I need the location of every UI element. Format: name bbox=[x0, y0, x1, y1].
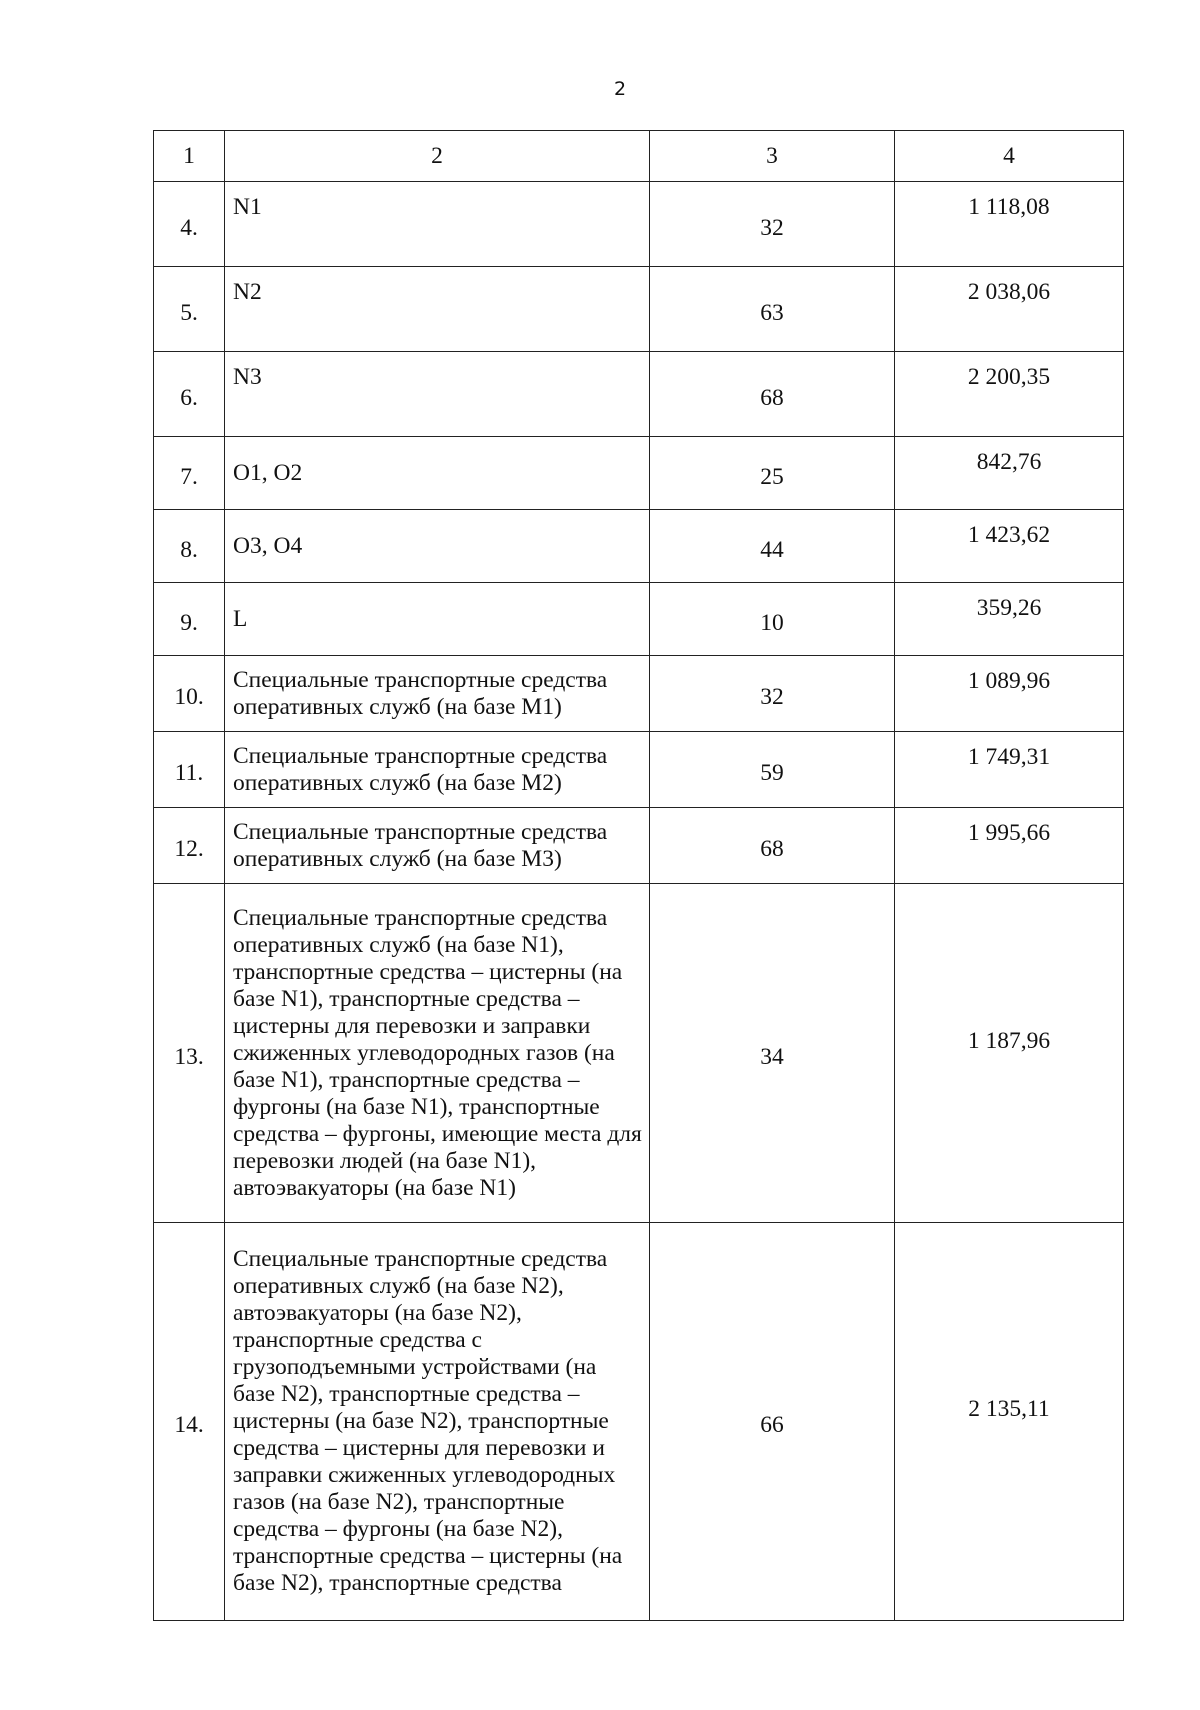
vehicle-category-cell: Специальные транспортные средства оперативных служб (на базе M3) bbox=[225, 808, 650, 884]
page-number: 2 bbox=[613, 78, 627, 100]
table-row bbox=[154, 267, 1124, 352]
amount-value: 1 089,96 bbox=[967, 668, 1051, 694]
row-number-cell bbox=[154, 583, 225, 656]
vehicle-category-cell: O3, O4 bbox=[225, 510, 650, 583]
count-cell bbox=[650, 510, 895, 583]
count-value: 32 bbox=[760, 214, 784, 241]
table-row bbox=[154, 583, 1124, 656]
count-cell bbox=[650, 808, 895, 884]
row-number: 14. bbox=[174, 1412, 204, 1438]
amount-value: 2 135,11 bbox=[968, 1396, 1050, 1422]
row-number: 13. bbox=[174, 1043, 204, 1070]
amount-cell bbox=[895, 182, 1124, 267]
amount-cell bbox=[895, 808, 1124, 884]
row-number-cell bbox=[154, 808, 225, 884]
row-number-cell bbox=[154, 267, 225, 352]
table-row bbox=[154, 884, 1124, 1223]
vehicle-category-cell: N2 bbox=[225, 267, 650, 352]
header-cell-3: 3 bbox=[650, 131, 895, 182]
amount-cell bbox=[895, 732, 1124, 808]
amount-value: 359,26 bbox=[976, 595, 1042, 621]
table-row bbox=[154, 352, 1124, 437]
row-number-cell bbox=[154, 437, 225, 510]
amount-cell bbox=[895, 352, 1124, 437]
header-cell-4: 4 bbox=[895, 131, 1124, 182]
table-row bbox=[154, 808, 1124, 884]
amount-value: 1 187,96 bbox=[967, 1027, 1051, 1054]
table-row bbox=[154, 510, 1124, 583]
row-number-cell bbox=[154, 732, 225, 808]
row-number: 7. bbox=[180, 463, 198, 490]
table-row bbox=[154, 437, 1124, 510]
count-cell bbox=[650, 884, 895, 1223]
count-cell bbox=[650, 732, 895, 808]
vehicle-category-cell: L bbox=[225, 583, 650, 656]
count-value: 66 bbox=[760, 1412, 784, 1438]
vehicle-category-cell: Специальные транспортные средства оперативных служб (на базе M1) bbox=[225, 656, 650, 732]
table-row bbox=[154, 732, 1124, 808]
count-value: 32 bbox=[760, 684, 784, 710]
amount-cell bbox=[895, 656, 1124, 732]
row-number-cell bbox=[154, 656, 225, 732]
count-value: 25 bbox=[760, 463, 784, 490]
amount-value: 1 423,62 bbox=[967, 522, 1051, 548]
row-number-cell bbox=[154, 510, 225, 583]
row-number: 10. bbox=[174, 684, 204, 710]
row-number: 4. bbox=[180, 214, 198, 241]
vehicle-category-cell: Специальные транспортные средства оперативных служб (на базе N2), автоэвакуаторы (на базе N2), транспортные средства с грузоподъемными устройствами (на базе N2), транспортные средства – цистерны (на базе N2), транспортные средства – цистерны для перевозки и заправки сжиженных углеводородных газов (на базе N2), транспортные средства – фургоны (на базе N2), транспортные средства – цистерны (на базе N2), транспортные средства bbox=[225, 1223, 650, 1621]
count-cell bbox=[650, 182, 895, 267]
row-number: 6. bbox=[180, 384, 198, 411]
row-number: 5. bbox=[180, 299, 198, 326]
amount-cell bbox=[895, 583, 1124, 656]
row-number-cell bbox=[154, 1223, 225, 1621]
count-value: 10 bbox=[760, 609, 784, 636]
row-number: 9. bbox=[180, 609, 198, 636]
count-cell bbox=[650, 583, 895, 656]
count-value: 68 bbox=[760, 836, 784, 862]
row-number-cell bbox=[154, 352, 225, 437]
amount-value: 1 118,08 bbox=[968, 194, 1050, 220]
row-number-cell bbox=[154, 182, 225, 267]
amount-cell bbox=[895, 510, 1124, 583]
amount-value: 842,76 bbox=[976, 449, 1042, 475]
amount-cell bbox=[895, 267, 1124, 352]
row-number: 12. bbox=[174, 836, 204, 862]
count-value: 59 bbox=[760, 760, 784, 786]
count-value: 34 bbox=[760, 1043, 784, 1070]
amount-value: 1 995,66 bbox=[967, 820, 1051, 846]
document-table bbox=[153, 130, 1124, 1621]
count-cell bbox=[650, 656, 895, 732]
count-value: 44 bbox=[760, 536, 784, 563]
amount-value: 2 200,35 bbox=[967, 364, 1051, 390]
count-cell bbox=[650, 267, 895, 352]
amount-value: 1 749,31 bbox=[967, 744, 1051, 770]
amount-cell bbox=[895, 437, 1124, 510]
vehicle-category-cell: N3 bbox=[225, 352, 650, 437]
count-value: 63 bbox=[760, 299, 784, 326]
amount-cell bbox=[895, 1223, 1124, 1621]
table-row bbox=[154, 656, 1124, 732]
table-row bbox=[154, 182, 1124, 267]
row-number: 11. bbox=[174, 760, 204, 786]
vehicle-category-cell: O1, O2 bbox=[225, 437, 650, 510]
vehicle-category-cell: N1 bbox=[225, 182, 650, 267]
table-header-row bbox=[154, 131, 1124, 182]
count-cell bbox=[650, 352, 895, 437]
vehicle-category-cell: Специальные транспортные средства оперативных служб (на базе M2) bbox=[225, 732, 650, 808]
row-number-cell bbox=[154, 884, 225, 1223]
row-number: 8. bbox=[180, 536, 198, 563]
amount-cell bbox=[895, 884, 1124, 1223]
amount-value: 2 038,06 bbox=[967, 279, 1051, 305]
header-cell-1: 1 bbox=[154, 131, 225, 182]
table-row bbox=[154, 1223, 1124, 1621]
count-cell bbox=[650, 437, 895, 510]
count-cell bbox=[650, 1223, 895, 1621]
count-value: 68 bbox=[760, 384, 784, 411]
header-cell-2: 2 bbox=[225, 131, 650, 182]
vehicle-category-cell: Специальные транспортные средства оперативных служб (на базе N1), транспортные средства – цистерны (на базе N1), транспортные средства – цистерны для перевозки и заправки сжиженных углеводородных газов (на базе N1), транспортные средства – фургоны (на базе N1), транспортные средства – фургоны, имеющие места для перевозки людей (на базе N1), автоэвакуаторы (на базе N1) bbox=[225, 884, 650, 1223]
